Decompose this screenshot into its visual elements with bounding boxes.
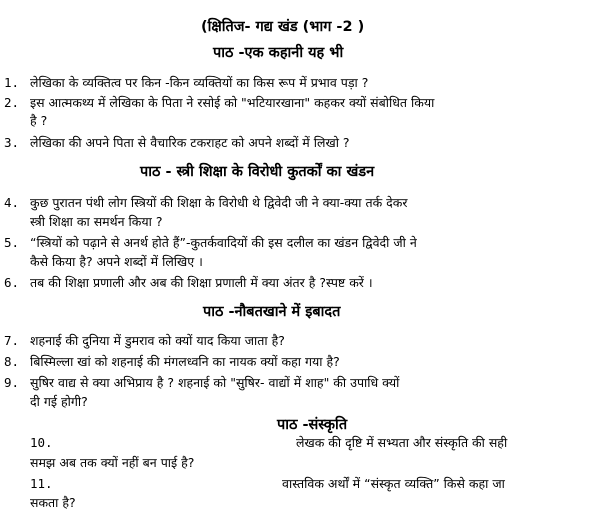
question-number: 1. [4, 75, 20, 90]
section-heading-stri-shiksha: पाठ - स्त्री शिक्षा के विरोधी कुतर्कों का खंडन [140, 164, 375, 180]
question-text-line: इस आत्मकथ्य में लेखिका के पिता ने रसोई को "भटियारखाना" कहकर क्यों संबोधित किया [30, 95, 435, 110]
question-text-line: सकता है? [30, 495, 76, 510]
question-text-line: समझ अब तक क्यों नहीं बन पाई है? [30, 455, 195, 470]
question-text-line: लेखिका के व्यक्तित्व पर किन -किन व्यक्तियों का किस रूप में प्रभाव पड़ा ? [30, 75, 369, 90]
question-number: 8. [4, 354, 20, 369]
section-heading-sanskriti: पाठ -संस्कृति [277, 417, 348, 433]
question-text-line: वास्तविक अर्थों में “संस्कृत व्यक्ति” किसे कहा जा [282, 476, 505, 491]
question-text-line: बिस्मिल्ला खां को शहनाई की मंगलध्वनि का नायक क्यों कहा गया है? [30, 354, 340, 369]
question-text-line: लेखक की दृष्टि में सभ्यता और संस्कृति की सही [296, 435, 508, 450]
question-number: 11. [30, 476, 53, 491]
question-number: 5. [4, 235, 20, 250]
section-heading-naubatkhane: पाठ -नौबतखाने में इबादत [203, 304, 341, 320]
question-text-line: लेखिका की अपने पिता से वैचारिक टकराहट को अपने शब्दों में लिखो ? [30, 135, 350, 150]
question-number: 4. [4, 195, 20, 210]
question-text-line: दी गई होगी? [30, 394, 88, 409]
question-text-line: “स्त्रियों को पढ़ाने से अनर्थ होते हैं”-कुतर्कवादियों की इस दलील का खंडन द्विवेदी जी ने [30, 235, 417, 250]
question-number: 3. [4, 135, 20, 150]
question-text-line: स्त्री शिक्षा का समर्थन किया ? [30, 214, 163, 229]
question-text-line: है ? [30, 113, 48, 128]
question-number: 10. [30, 435, 53, 450]
question-text-line: शहनाई की दुनिया में डुमराव को क्यों याद किया जाता है? [30, 333, 285, 348]
question-number: 9. [4, 375, 20, 390]
question-number: 2. [4, 95, 20, 110]
question-text-line: कुछ पुरातन पंथी लोग स्त्रियों की शिक्षा के विरोधी थे द्विवेदी जी ने क्या-क्या तर्क देकर [30, 195, 408, 210]
document-title: (क्षितिज- गद्य खंड (भाग -2 ) [201, 19, 365, 35]
question-text-line: तब की शिक्षा प्रणाली और अब की शिक्षा प्रणाली में क्या अंतर है ?स्पष्ट करें । [30, 275, 373, 290]
question-text-line: सुषिर वाद्य से क्या अभिप्राय है ? शहनाई को "सुषिर- वाद्यों में शाह" की उपाधि क्यों [30, 375, 400, 390]
section-heading-ek-kahani: पाठ -एक कहानी यह भी [213, 45, 344, 61]
question-number: 7. [4, 333, 20, 348]
question-text-line: कैसे किया है? अपने शब्दों में लिखिए । [30, 254, 203, 269]
question-number: 6. [4, 275, 20, 290]
